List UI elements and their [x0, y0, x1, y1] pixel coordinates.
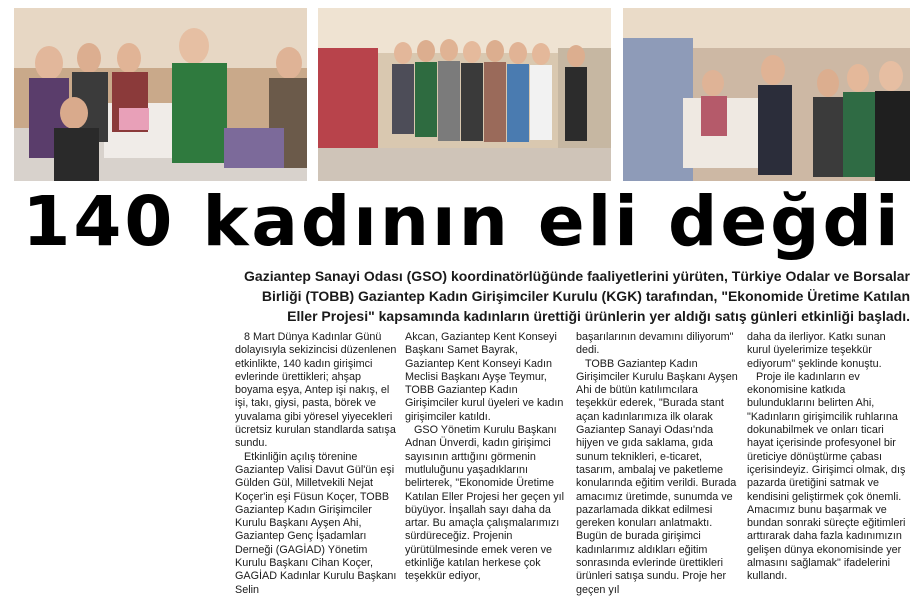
photo-strip: [14, 8, 910, 181]
body-paragraph: GSO Yönetim Kurulu Başkanı Adnan Ünverdi, kadın girişimci sayısının arttığını görmenin mutluluğunu yaşadıklarını belirterek, "Ekonomide Üretime Katılan Eller Projesi her geçen yıl büyüyor. İnşallah sayı daha da artar. Bu amaçla çalışmalarımızı sürdüreceğiz. Projenin yürütülmesinde emek veren ve etkinliğe katılan herkese çok teşekkür ediyor,: [405, 424, 565, 583]
body-paragraph: 8 Mart Dünya Kadınlar Günü dolayısıyla sekizincisi düzenlenen etkinlikte, 140 kadın girişimci evlerinde ürettikleri; ahşap boyama eşya, Antep işi nakış, el işi, takı, giysi, pasta, börek ve yuvalama gibi yöresel yiyecekleri ücretsiz kurulan standlarda satışa sundu.: [235, 331, 397, 450]
body-paragraph: daha da ilerliyor. Katkı sunan kurul üyelerimize teşekkür ediyorum" şeklinde konuştu.: [747, 331, 886, 370]
body-column-1: [235, 331, 399, 596]
article-headline: 140 kadının eli değdi: [22, 182, 902, 262]
body-paragraph: TOBB Gaziantep Kadın Girişimciler Kurulu Başkanı Ayşen Ahi de bütün katılımcılara teşekkür ederek, "Burada stant açan kadınlarımıza ilk olarak Gaziantep Sanayi Odası'nda hijyen ve gıda saklama, gıda sunum teknikleri, e-ticaret, tasarım, ambalaj ve paketleme konularında eğitim verildi. Burada amacımız üretimde, sunumda ve pazarlamada dikkat edilmesi gereken konuları anlatmaktı. Bugün de burada girişimci kadınlarımız aldıkları eğitim sonrasında evlerinde ürettikleri ürünleri satışa sundu. Proje her geçen yıl: [576, 357, 738, 596]
photo-officials-at-stand: [623, 8, 910, 181]
body-column-3: [576, 331, 739, 596]
article-lead: Gaziantep Sanayi Odası (GSO) koordinatörlüğünde faaliyetlerini yürüten, Türkiye Odalar ve Borsalar Birliği (TOBB) Gaziantep Kadın Girişimciler Kurulu (KGK) tarafından, "Ekonomide Üretime Katılan Eller Projesi" kapsamında kadınların ürettiği ürünlerin yer aldığı satış günleri etkinliği başladı.: [244, 268, 910, 324]
body-column-2: [405, 331, 567, 583]
body-paragraph: Akcan, Gaziantep Kent Konseyi Başkanı Samet Bayrak, Gaziantep Kent Konseyi Kadın Meclisi Başkanı Ayşe Teymur, TOBB Gaziantep Kadın Girişimciler kurul üyeleri ve kadın girişimciler katıldı.: [405, 331, 564, 423]
body-column-4: [747, 331, 910, 583]
body-paragraph: Etkinliğin açılış törenine Gaziantep Valisi Davut Gül'ün eşi Gülden Gül, Milletvekili Nejat Koçer'in eşi Füsun Koçer, TOBB Gaziantep Kadın Girişimciler Kurulu Başkanı Ayşen Ahi, Gaziantep Genç İşadamları Derneği (GAGİAD) Yönetim Kurulu Başkanı Cihan Koçer, GAGİAD Kadınlar Kurulu Başkanı Selin: [235, 450, 397, 596]
article-body: [235, 331, 910, 596]
photo-women-at-stand: [14, 8, 307, 181]
photo-group-of-women: [318, 8, 611, 181]
body-paragraph: Proje ile kadınların ev ekonomisine katkıda bulunduklarını belirten Ahi, "Kadınların girişimcilik ruhlarına dokunabilmek ve onları ticari hayat içerisinde profesyonel bir üreticiye dönüştürme çabası içerisindeyiz. Girişimci olmak, dış pazarda üretiğini satmak ve kendisini geliştirmek çok önemli. Amacımız bunu başarmak ve bundan sonraki süreçte eğitimleri arttırarak daha fazla kadınımızın gelişen dünya ekonomisinde yer almasını sağlamak" ifadelerini kullandı.: [747, 370, 906, 583]
body-paragraph: başarılarının devamını diliyorum" dedi.: [576, 331, 734, 357]
